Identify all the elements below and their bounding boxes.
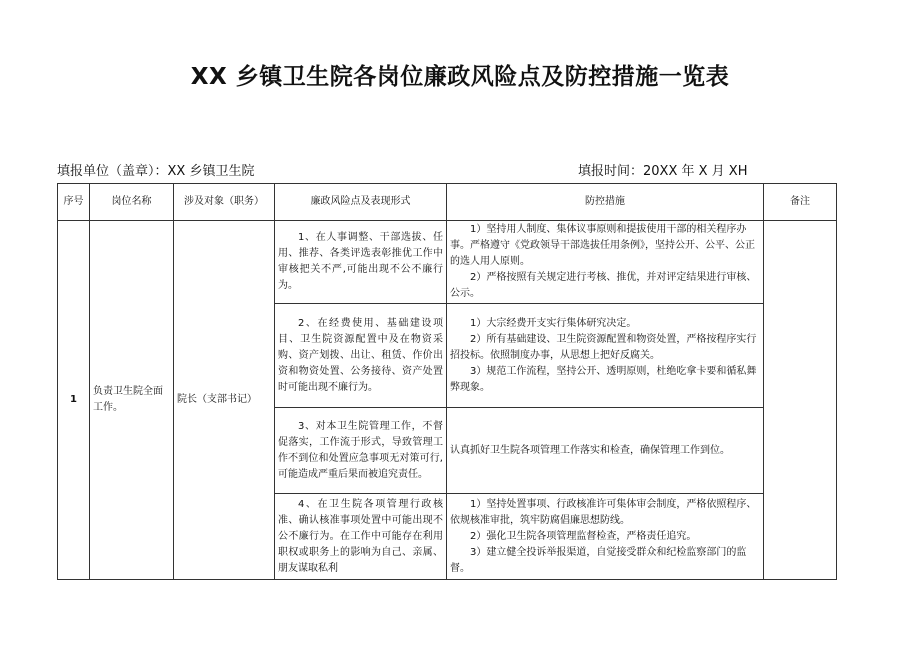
header-post: 岗位名称 <box>90 184 174 221</box>
risk-point: 1、在人事调整、干部选拔、任用、推荐、各类评选表彰推优工作中审核把关不严,可能出现不公不廉行为。 <box>275 221 447 304</box>
fill-time: 填报时间：20XX 年 X 月 XH <box>578 164 748 179</box>
table-row <box>58 221 837 304</box>
measure-item: 2）所有基础建设、卫生院资源配置和物资处置，严格按程序实行招投标。依照制度办事，从思想上把好反腐关。 <box>450 333 757 361</box>
header-measures: 防控措施 <box>447 184 764 221</box>
header-risk: 廉政风险点及表现形式 <box>275 184 447 221</box>
measures-cell <box>447 304 764 408</box>
measure-item: 2）强化卫生院各项管理监督检查，严格责任追究。 <box>470 530 697 542</box>
header-num: 序号 <box>58 184 90 221</box>
risk-point: 4、在卫生院各项管理行政核准、确认核准事项处置中可能出现不公不廉行为。在工作中可能存在利用职权或职务上的影响为自己、亲属、朋友谋取私利 <box>275 494 447 580</box>
measures-cell <box>447 408 764 494</box>
table-header-row <box>58 184 837 221</box>
measure-item: 3）建立健全投诉举报渠道，自觉接受群众和纪检监察部门的监督。 <box>450 546 747 574</box>
risk-point: 2、在经费使用、基础建设项目、卫生院资源配置中及在物资采购、资产划拨、出让、租赁、作价出资和物资处置、公务接待、资产处置时可能出现不廉行为。 <box>275 304 447 408</box>
measure-item: 1）坚持处置事项、行政核准许可集体审会制度，严格依照程序、依规核准审批，筑牢防腐倡廉思想防线。 <box>450 498 757 526</box>
header-note: 备注 <box>764 184 837 221</box>
measure-item: 1）大宗经费开支实行集体研究决定。 <box>470 317 637 329</box>
measure-item: 2）严格按照有关规定进行考核、推优，并对评定结果进行审核、公示。 <box>450 272 757 299</box>
measure-item: 认真抓好卫生院各项管理工作落实和检查，确保管理工作到位。 <box>450 444 730 456</box>
measure-item: 1）坚持用人制度、集体议事原则和提拔使用干部的相关程序办事。严格遵守《党政领导干部选拔任用条例》，坚持公开、公平、公正的选人用人原则。 <box>450 224 755 267</box>
risk-table <box>57 183 837 580</box>
header-object: 涉及对象（职务） <box>174 184 275 221</box>
post-object: 院长（支部书记） <box>174 221 275 580</box>
note-cell <box>764 221 837 580</box>
measures-cell <box>447 221 764 304</box>
fill-unit: 填报单位（盖章）：XX 乡镇卫生院 <box>57 164 255 179</box>
page-title: XX 乡镇卫生院各岗位廉政风险点及防控措施一览表 <box>190 64 730 90</box>
measures-cell <box>447 494 764 580</box>
post-name: 负责卫生院全面工作。 <box>90 221 174 580</box>
measure-item: 3）规范工作流程，坚持公开、透明原则，杜绝吃拿卡要和循私舞弊现象。 <box>450 365 757 393</box>
row-number: 1 <box>58 221 90 580</box>
risk-point: 3、对本卫生院管理工作，不督促落实，工作流于形式，导致管理工作不到位和处置应急事项无对策可行,可能造成严重后果而被追究责任。 <box>275 408 447 494</box>
